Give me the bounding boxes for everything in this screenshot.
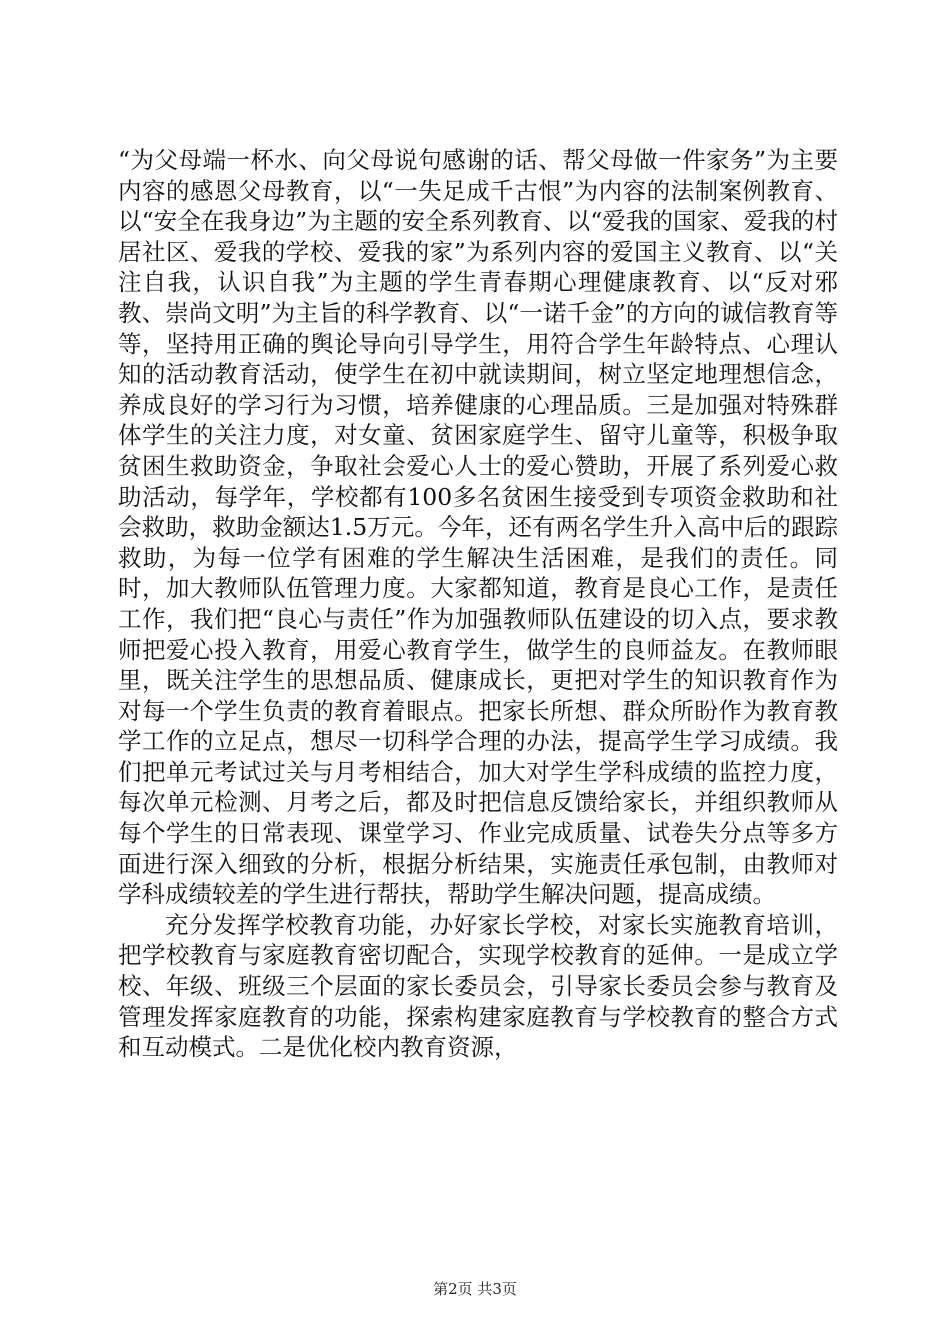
document-body: [118, 145, 838, 1063]
page-footer: 第2页 共3页: [433, 1280, 517, 1298]
paragraph: “为父母端一杯水、向父母说句感谢的话、帮父母做一件家务”为主要内容的感恩父母教育，以“一失足成千古恨”为内容的法制案例教育、以“安全在我身边”为主题的安全系列教育、以“爱我的国家、爱我的村居社区、爱我的学校、爱我的家”为系列内容的爱国主义教育、以“关注自我，认识自我”为主题的学生青春期心理健康教育、以“反对邪教、崇尚文明”为主旨的科学教育、以“一诺千金”的方向的诚信教育等等，坚持用正确的舆论导向引导学生，用符合学生年龄特点、心理认知的活动教育活动，使学生在初中就读期间，树立坚定地理想信念，养成良好的学习行为习惯，培养健康的心理品质。三是加强对特殊群体学生的关注力度，对女童、贫困家庭学生、留守儿童等，积极争取贫困生救助资金，争取社会爱心人士的爱心赞助，开展了系列爱心救助活动，每学年，学校都有100多名贫困生接受到专项资金救助和社会救助，救助金额达1.5万元。今年，还有两名学生升入高中后的跟踪救助，为每一位学有困难的学生解决生活困难，是我们的责任。同时，加大教师队伍管理力度。大家都知道，教育是良心工作，是责任工作，我们把“良心与责任”作为加强教师队伍建设的切入点，要求教师把爱心投入教育，用爱心教育学生，做学生的良师益友。在教师眼里，既关注学生的思想品质、健康成长，更把对学生的知识教育作为对每一个学生负责的教育着眼点。把家长所想、群众所盼作为教育教学工作的立足点，想尽一切科学合理的办法，提高学生学习成绩。我们把单元考试过关与月考相结合，加大对学生学科成绩的监控力度，每次单元检测、月考之后，都及时把信息反馈给家长，并组织教师从每个学生的日常表现、课堂学习、作业完成质量、试卷失分点等多方面进行深入细致的分析，根据分析结果，实施责任承包制，由教师对学科成绩较差的学生进行帮扶，帮助学生解决问题，提高成绩。: [118, 146, 838, 909]
paragraph: 充分发挥学校教育功能，办好家长学校，对家长实施教育培训，把学校教育与家庭教育密切配合，实现学校教育的延伸。一是成立学校、年级、班级三个层面的家长委员会，引导家长委员会参与教育及管理发挥家庭教育的功能，探索构建家庭教育与学校教育的整合方式和互动模式。二是优化校内教育资源，: [118, 910, 838, 1062]
